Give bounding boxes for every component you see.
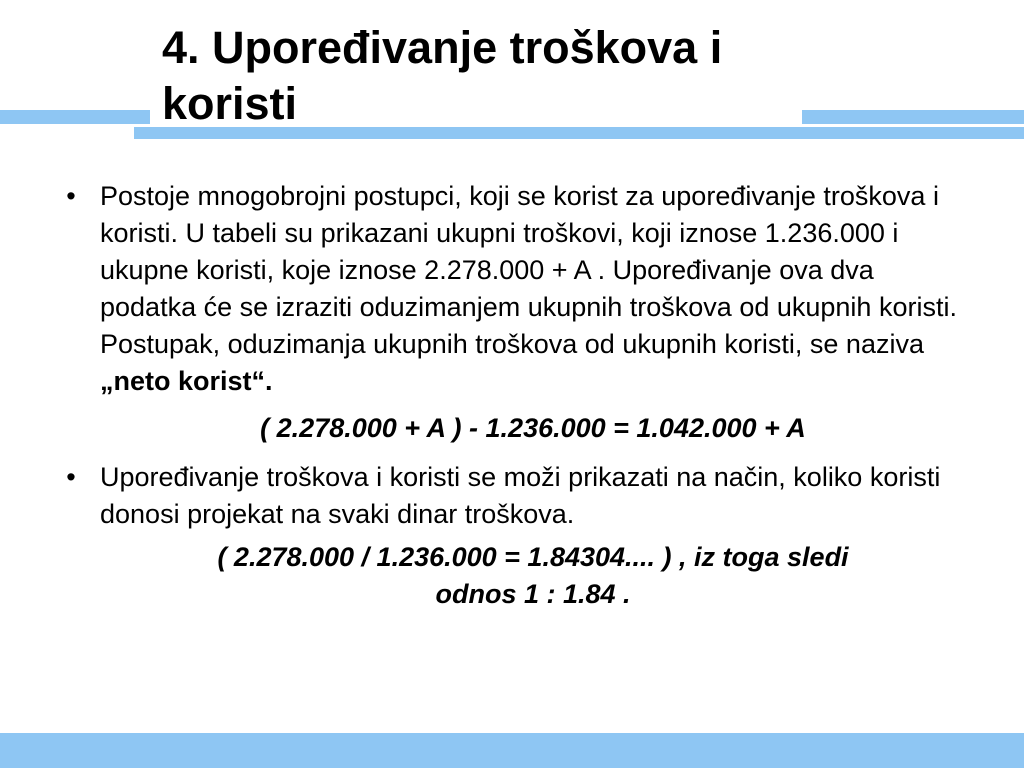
bullet-text-2: Upoređivanje troškova i koristi se moži prikazati na način, koliko koristi donosi projekat na svaki dinar troškova.: [100, 462, 941, 529]
decorative-bar-left: [0, 110, 150, 124]
bullet-item-1: [56, 178, 966, 400]
bullet-icon: •: [66, 181, 76, 211]
slide-content: [56, 178, 966, 613]
bottom-bar: [0, 733, 1024, 768]
formula-net-benefit: ( 2.278.000 + A ) - 1.236.000 = 1.042.000 + A: [260, 413, 806, 443]
bullet-bold-term: „neto korist“.: [100, 366, 273, 396]
bullet-icon: •: [66, 462, 76, 492]
formula-ratio-line-1: ( 2.278.000 / 1.236.000 = 1.84304.... ) , iz toga sledi: [217, 542, 849, 572]
bullet-text-1: Postoje mnogobrojni postupci, koji se korist za upoređivanje troškova i koristi. U tabeli su prikazani ukupni troškovi, koji iznose 1.236.000 i ukupne koristi, koje iznose 2.278.000 + A . Upoređivanje ova dva podatka će se izraziti oduzimanjem ukupnih troškova od ukupnih koristi. Postupak, oduzimanja ukupnih troškova od ukupnih koristi, se naziva: [100, 181, 957, 359]
slide-title: 4. Upoređivanje troškova i koristi: [162, 22, 723, 129]
bullet-item-2: [56, 459, 966, 533]
formula-ratio-line-2: odnos 1 : 1.84 .: [435, 579, 631, 609]
